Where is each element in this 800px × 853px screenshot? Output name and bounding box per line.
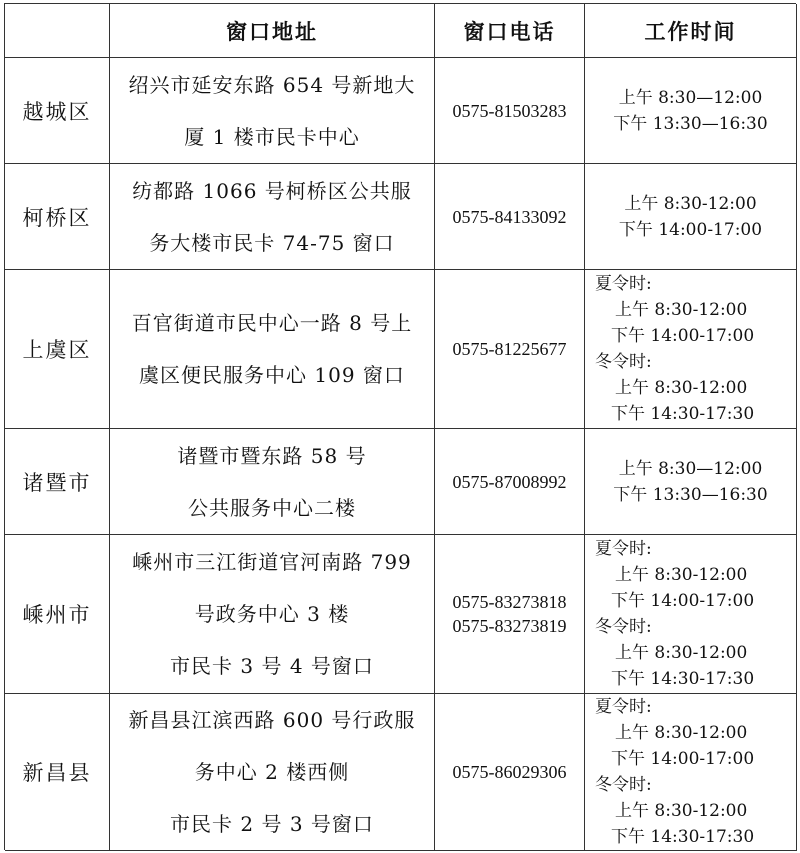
- header-hours: 工作时间: [585, 4, 797, 58]
- hours-line: 下午 14:00-17:00: [611, 591, 755, 611]
- address-cell: [110, 58, 435, 164]
- hours-line: 下午 14:00-17:00: [611, 749, 755, 769]
- address-line: 百官街道市民中心一路 8 号上: [131, 311, 413, 335]
- phone-cell: [435, 694, 585, 851]
- address-line: 市民卡 3 号 4 号窗口: [170, 654, 374, 678]
- address-line: 号政务中心 3 楼: [194, 602, 350, 626]
- hours-line: 下午 14:00-17:00: [611, 326, 755, 346]
- header-address: 窗口地址: [110, 4, 435, 58]
- hours-line: 下午 14:30-17:30: [611, 669, 755, 689]
- hours-line: 下午 13:30—16:30: [613, 484, 768, 505]
- hours-cell: [585, 270, 797, 429]
- district-cell: 越城区: [5, 58, 110, 164]
- phone-number: 0575-84133092: [452, 206, 567, 227]
- hours-line: 上午 8:30-12:00: [615, 565, 748, 585]
- hours-line: 上午 8:30-12:00: [624, 193, 757, 214]
- address-cell: [110, 164, 435, 270]
- phone-number: 0575-87008992: [452, 471, 567, 492]
- address-line: 市民卡 2 号 3 号窗口: [170, 812, 374, 836]
- service-window-table: [4, 3, 796, 850]
- hours-line: 上午 8:30-12:00: [615, 643, 748, 663]
- phone-number: 0575-83273818: [452, 592, 567, 612]
- phone-cell: [435, 164, 585, 270]
- season-label: 夏令时:: [595, 539, 652, 559]
- hours-line: 上午 8:30-12:00: [615, 801, 748, 821]
- hours-cell: [585, 429, 797, 535]
- district-cell: 嵊州市: [5, 535, 110, 694]
- phone-cell: [435, 429, 585, 535]
- address-line: 务中心 2 楼西侧: [194, 760, 350, 784]
- phone-number: 0575-86029306: [452, 762, 567, 782]
- hours-cell: [585, 535, 797, 694]
- hours-cell: [585, 694, 797, 851]
- phone-number: 0575-81225677: [452, 339, 567, 359]
- address-line: 嵊州市三江街道官河南路 799: [132, 550, 412, 574]
- season-label: 冬令时:: [595, 352, 652, 372]
- address-line: 公共服务中心二楼: [188, 495, 356, 520]
- phone-number: 0575-81503283: [452, 100, 567, 121]
- district-cell: 上虞区: [5, 270, 110, 429]
- phone-cell: [435, 58, 585, 164]
- address-cell: [110, 429, 435, 535]
- phone-cell: [435, 535, 585, 694]
- hours-line: 下午 13:30—16:30: [613, 113, 768, 134]
- header-blank: [5, 4, 110, 58]
- district-cell: 柯桥区: [5, 164, 110, 270]
- address-cell: [110, 535, 435, 694]
- hours-line: 上午 8:30-12:00: [615, 723, 748, 743]
- hours-line: 下午 14:30-17:30: [611, 404, 755, 424]
- hours-line: 上午 8:30-12:00: [615, 378, 748, 398]
- header-phone: 窗口电话: [435, 4, 585, 58]
- phone-number: 0575-83273819: [452, 616, 567, 636]
- address-line: 厦 1 楼市民卡中心: [184, 124, 360, 149]
- address-line: 新昌县江滨西路 600 号行政服: [128, 708, 416, 732]
- hours-line: 上午 8:30—12:00: [618, 87, 763, 108]
- hours-cell: [585, 164, 797, 270]
- address-cell: [110, 270, 435, 429]
- address-line: 诸暨市暨东路 58 号: [177, 443, 367, 468]
- hours-cell: [585, 58, 797, 164]
- hours-line: 上午 8:30-12:00: [615, 300, 748, 320]
- hours-line: 下午 14:30-17:30: [611, 827, 755, 847]
- season-label: 夏令时:: [595, 274, 652, 294]
- address-line: 绍兴市延安东路 654 号新地大: [128, 72, 416, 97]
- season-label: 冬令时:: [595, 617, 652, 637]
- season-label: 夏令时:: [595, 697, 652, 717]
- address-line: 虞区便民服务中心 109 窗口: [139, 363, 405, 387]
- hours-line: 上午 8:30—12:00: [618, 458, 763, 479]
- phone-cell: [435, 270, 585, 429]
- address-line: 务大楼市民卡 74-75 窗口: [149, 230, 395, 255]
- hours-line: 下午 14:00-17:00: [618, 219, 763, 240]
- address-line: 纺都路 1066 号柯桥区公共服: [132, 178, 412, 203]
- district-cell: 新昌县: [5, 694, 110, 851]
- district-cell: 诸暨市: [5, 429, 110, 535]
- season-label: 冬令时:: [595, 775, 652, 795]
- address-cell: [110, 694, 435, 851]
